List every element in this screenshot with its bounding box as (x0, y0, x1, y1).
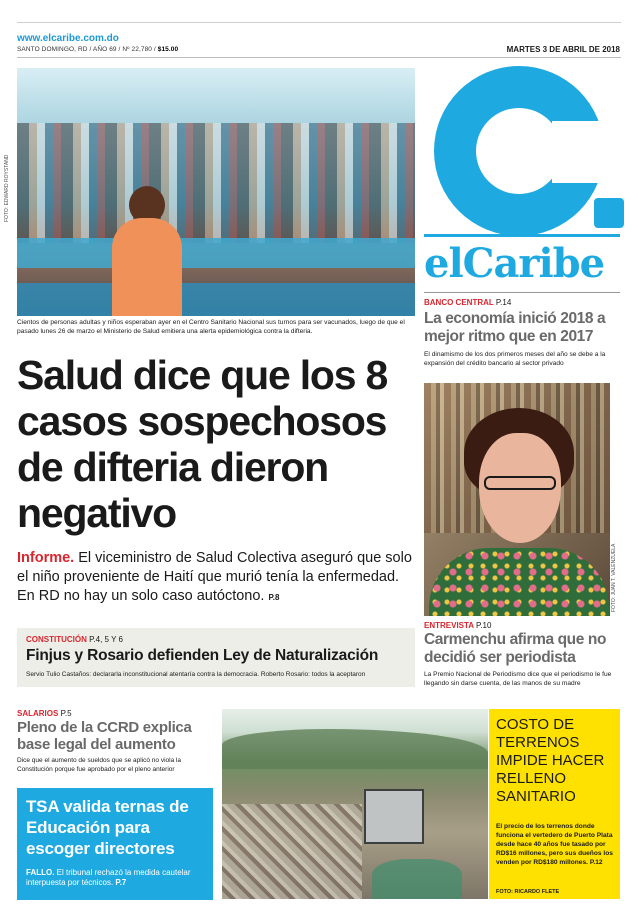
salarios-section-label: SALARIOS P.5 (17, 709, 72, 718)
top-rule (17, 22, 621, 23)
lede-page: P.8 (268, 593, 280, 602)
main-lede: Informe. El viceministro de Salud Colectiva aseguró que solo el niño proveniente de Haití que murió tenía la enfermedad. En RD no hay un solo caso autóctono. P.8 (17, 550, 412, 604)
tsa-title: TSA valida ternas de Educación para escoger directores (26, 797, 189, 858)
main-photo-credit: FOTO: EDWARD ROYSTAND (4, 154, 10, 222)
salarios-text: Dice que el aumento de sueldos que se aplicó no viola la Constitución porque fue aprobado por el pleno anterior (17, 757, 182, 773)
salarios-title[interactable]: Pleno de la CCRD explica base legal del aumento (17, 719, 192, 753)
header-rule (17, 57, 621, 58)
constitucion-title: Finjus y Rosario defienden Ley de Naturalización (26, 647, 379, 664)
site-url[interactable]: www.elcaribe.com.do (17, 33, 119, 44)
banco-central-section-label: BANCO CENTRAL P.14 (424, 298, 512, 307)
entrevista-section-label: ENTREVISTA P.10 (424, 621, 492, 630)
relleno-text: El precio de los terrenos donde funciona el vertedero de Puerto Plata desde hace 40 años fue tasado por RD$16 millones, pero sus dueños los venden por RD$180 millones. P.12 (496, 823, 613, 866)
main-photo (17, 68, 415, 316)
constitucion-box[interactable] (17, 628, 415, 687)
main-photo-caption: Cientos de personas adultas y niños esperaban ayer en el Centro Sanitario Nacional sus turnos para ser vacunados, luego de que el pasado lunes 26 de marzo el Ministerio de Salud emitiera una alerta epidemiológica contra la difteria. (17, 319, 405, 335)
banco-central-text: El dinamismo de los dos primeros meses del año se debe a la expansión del crédito bancario al sector privado (424, 351, 606, 367)
landfill-photo (222, 709, 488, 899)
constitucion-section-label: CONSTITUCIÓN P.4, 5 Y 6 (26, 635, 123, 644)
lede-kicker: Informe. (17, 550, 75, 566)
logo-rule (424, 234, 620, 237)
relleno-title: COSTO DE TERRENOS IMPIDE HACER RELLENO SANITARIO (496, 716, 605, 805)
constitucion-subtitle: Servio Tulio Castaños: declararla inconstitucional atentaría contra la democracia. Roberto Rosario: todos la aceptaron (26, 671, 366, 678)
portrait-photo-credit: FOTO: JUAN T. VALENZUELA (611, 543, 617, 612)
relleno-photo-credit: FOTO: RICARDO FLETE (496, 889, 560, 895)
relleno-box[interactable] (489, 709, 620, 899)
main-headline[interactable]: Salud dice que los 8 casos sospechosos de difteria dieron negativo (17, 352, 388, 536)
tsa-box[interactable] (17, 788, 213, 900)
portrait-photo (424, 383, 610, 616)
entrevista-text: La Premio Nacional de Periodismo dice que el periodismo le fue llegando sin darse cuenta, de las manos de su madre (424, 671, 612, 687)
price: $15.00 (157, 46, 179, 53)
edition-info: SANTO DOMINGO, RD / AÑO 69 / Nº 22,780 / $15.00 (17, 46, 179, 53)
tsa-text: FALLO. El tribunal rechazó la medida cautelar interpuesta por técnicos. P.7 (26, 868, 191, 887)
logo-underline (424, 292, 620, 293)
banco-central-title[interactable]: La economía inició 2018 a mejor ritmo que en 2017 (424, 310, 606, 345)
issue-date: MARTES 3 DE ABRIL DE 2018 (506, 45, 620, 54)
logo-c-icon (424, 66, 624, 236)
entrevista-title[interactable]: Carmenchu afirma que no decidió ser periodista (424, 631, 607, 666)
logo-wordmark: elCaribe (424, 240, 605, 287)
